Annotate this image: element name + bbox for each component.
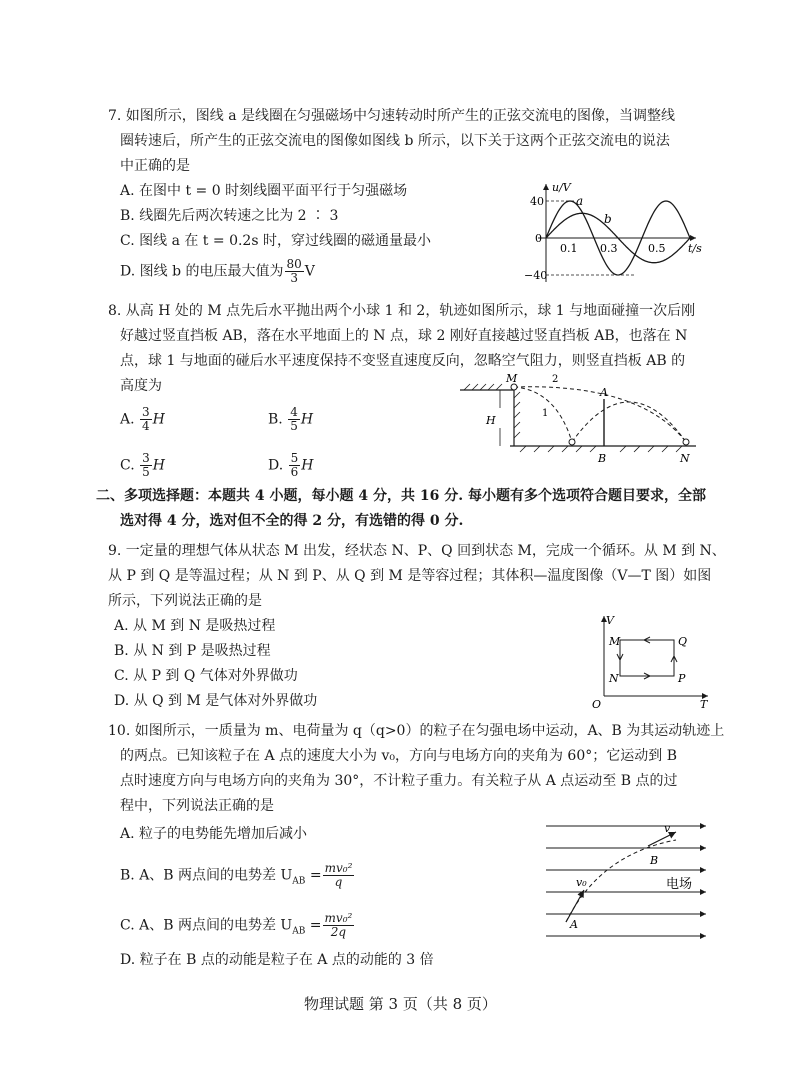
q10-option-c-num: mv₀² [324,911,353,925]
q10-option-b [120,862,355,891]
q7-curve-a-label: a [576,194,584,208]
q8-option-d-den: 6 [290,465,299,479]
q7-option-d-unit: V [304,263,315,280]
q9-label-v: V [606,614,614,627]
q7-y-axis-label: u/V [552,181,571,194]
q8-ledge-hatch [464,384,502,390]
q10-label-v: v [664,822,671,835]
q10-option-b-den: q [334,875,343,889]
q8-option-d [268,452,314,479]
q7-option-c: C. 图线 a 在 t = 0.2s 时，穿过线圈的磁通量最小 [120,233,431,249]
q7-option-d-den: 3 [290,271,298,285]
q8-option-c-den: 5 [142,465,150,479]
q8-figure-projectile [460,368,700,466]
q10-velocity-v [648,832,676,846]
q9-stem-line-3: 所示，下列说法正确的是 [108,593,262,609]
q8-option-a-var: H [152,411,165,428]
q8-option-b [268,406,313,433]
q7-x-tick-2: 0.3 [600,242,618,255]
q9-cycle-rectangle [620,640,674,676]
q8-label-h: H [486,414,496,427]
q7-option-a: A. 在图中 t = 0 时刻线圈平面平行于匀强磁场 [120,183,408,199]
q9-label-t: T [700,698,708,711]
q8-option-d-num: 5 [290,451,299,465]
q8-label-ball-2: 2 [552,374,559,385]
q8-label-b: B [598,452,607,465]
q8-option-d-var: H [301,457,314,474]
q7-stem-line-1: 7. 如图所示，图线 a 是线圈在匀强磁场中匀速转动时所产生的正弦交流电的图像，当调整线 [108,108,676,124]
q7-x-axis-label: t/s [688,242,702,255]
q10-option-c-sub: AB [292,926,306,937]
section2-heading-line-2: 选对得 4 分，选对但不全的得 2 分，有选错的得 0 分. [120,513,464,529]
q7-option-d [120,258,315,285]
q9-option-b: B. 从 N 到 P 是吸热过程 [114,643,271,659]
q8-option-b-num: 4 [290,405,298,419]
q8-option-b-label: B. [268,411,283,428]
q8-label-n: N [680,452,690,465]
q10-option-c-fraction [323,912,355,939]
q10-option-b-eq: = [305,867,322,884]
q8-bounce-point [569,439,575,445]
q10-label-a: A [570,918,578,931]
q8-stem-line-2: 好越过竖直挡板 AB，落在水平地面上的 N 点，球 2 刚好直接越过竖直挡板 AB，也落在 N [120,328,688,344]
q7-stem-line-2: 圈转速后，所产生的正弦交流电的图像如图线 b 所示，以下关于这两个正弦交流电的说法 [120,133,670,149]
q10-option-b-fraction [323,862,355,889]
q9-option-d: D. 从 Q 到 M 是气体对外界做功 [114,693,318,709]
q10-stem-line-4: 程中，下列说法正确的是 [120,798,274,814]
q7-x-tick-1: 0.1 [560,242,578,255]
q8-option-a-num: 3 [142,405,150,419]
q8-label-a: A [600,386,608,399]
section2-heading-line-1: 二、多项选择题：本题共 4 小题，每小题 4 分，共 16 分. 每小题有多个选项符合题目要求，全部 [96,488,706,504]
q8-option-a [120,406,165,433]
q10-option-b-text: B. A、B 两点间的电势差 U [120,867,293,884]
q10-option-c-text: C. A、B 两点间的电势差 U [120,917,293,934]
q9-label-n: N [609,672,619,685]
q7-x-tick-3: 0.5 [648,242,666,255]
q9-label-p: P [678,672,686,685]
q8-option-c [120,452,165,479]
q8-option-c-label: C. [120,457,135,474]
q7-option-d-num: 80 [286,257,302,271]
q7-y-tick-pos: 40 [530,195,544,208]
q10-option-b-num: mv₀² [324,861,353,875]
q9-label-m: M [609,635,621,648]
q8-stem-line-4: 高度为 [120,378,162,394]
q8-trajectory-1b [572,402,686,442]
q8-option-a-label: A. [120,411,135,428]
q8-option-c-num: 3 [142,451,150,465]
q8-stem-line-3: 点，球 1 与地面的碰后水平速度保持不变竖直速度反向，忽略空气阻力，则竖直挡板 AB 的 [120,353,686,369]
q7-origin-label: 0 [535,232,542,245]
q7-y-tick-neg: −40 [524,269,548,282]
q10-option-b-sub: AB [292,876,306,887]
q10-label-v0: v₀ [576,876,587,889]
q10-stem-line-3: 点时速度方向与电场方向的夹角为 30°，不计粒子重力。有关粒子从 A 点运动至 B 点的过 [120,773,678,789]
q8-option-b-den: 5 [290,419,298,433]
q10-option-c [120,912,355,941]
q10-option-d: D. 粒子在 B 点的动能是粒子在 A 点的动能的 3 倍 [120,952,434,968]
q9-stem-line-1: 9. 一定量的理想气体从状态 M 出发，经状态 N、P、Q 回到状态 M，完成一个循环。从 M 到 N、 [108,543,726,559]
q10-option-c-den: 2q [330,925,347,939]
q8-label-m: M [506,372,518,385]
q9-label-o: O [592,698,602,711]
q8-option-c-var: H [152,457,165,474]
q8-option-b-fraction [288,406,300,433]
q10-label-b: B [650,854,659,867]
q7-option-b: B. 线圈先后两次转速之比为 2 ∶ 3 [120,208,339,224]
q10-label-field: 电场 [666,877,693,892]
q9-label-q: Q [678,635,688,648]
q8-option-d-label: D. [268,457,284,474]
q7-stem-line-3: 中正确的是 [120,158,190,174]
q9-option-c: C. 从 P 到 Q 气体对外界做功 [114,668,298,684]
q9-figure-vt-diagram [590,612,720,712]
page-footer: 物理试题 第 3 页（共 8 页） [304,995,497,1013]
q8-option-d-fraction [289,452,301,479]
q10-stem-line-1: 10. 如图所示，一质量为 m、电荷量为 q（q>0）的粒子在匀强电场中运动，A、B 为其运动轨迹上 [108,723,725,739]
q10-figure-electric-field [544,818,714,946]
q8-option-c-fraction [140,452,152,479]
q7-option-d-fraction [285,258,304,285]
q10-option-a: A. 粒子的电势能先增加后减小 [120,826,308,842]
q10-stem-line-2: 的两点。已知该粒子在 A 点的速度大小为 v₀，方向与电场方向的夹角为 60°；它运动到 B [120,748,677,764]
q9-option-a: A. 从 M 到 N 是吸热过程 [114,618,276,634]
q8-option-b-var: H [300,411,314,428]
q8-option-a-den: 4 [142,419,150,433]
q7-curve-b-label: b [604,212,612,226]
q8-stem-line-1: 8. 从高 H 处的 M 点先后水平抛出两个小球 1 和 2，轨迹如图所示，球 1 与地面碰撞一次后刚 [108,303,696,319]
q8-option-a-fraction [140,406,152,433]
q7-figure-ac-graph [510,178,710,288]
q8-point-n-ball [683,439,689,445]
q10-option-c-eq: = [305,917,322,934]
q8-label-ball-1: 1 [542,408,549,419]
q9-stem-line-2: 从 P 到 Q 是等温过程；从 N 到 P、从 Q 到 M 是等容过程；其体积—温度图像（V—T 图）如图 [108,568,712,584]
q8-wall-hatch [514,392,520,438]
q7-option-d-text: D. 图线 b 的电压最大值为 [120,263,284,280]
